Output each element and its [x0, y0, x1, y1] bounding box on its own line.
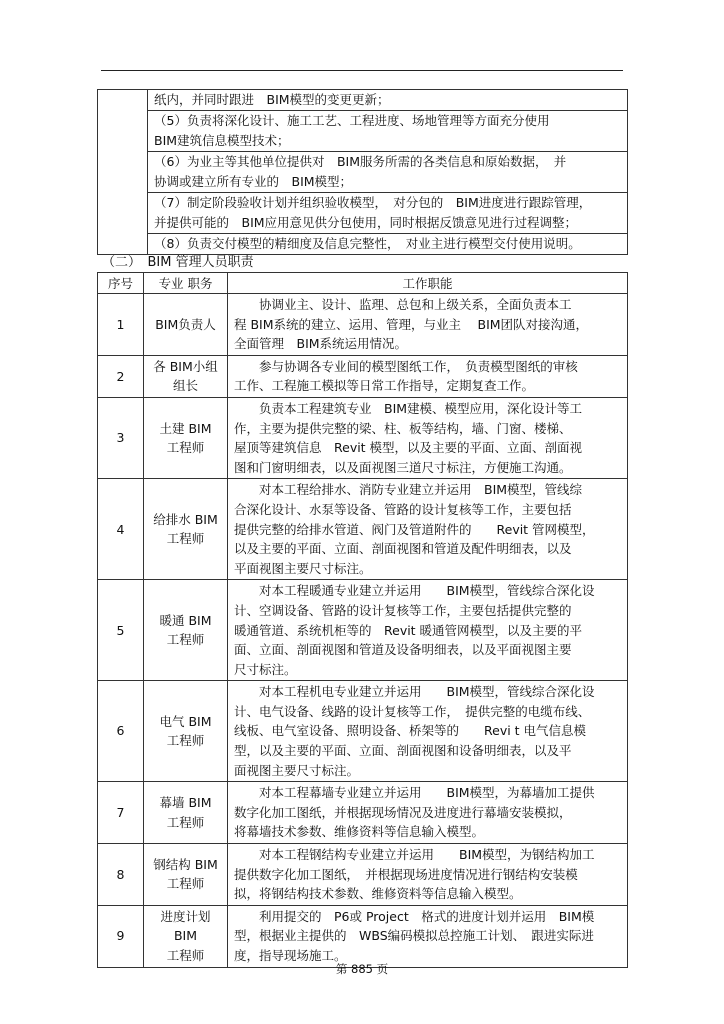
- role-cell: 钢结构 BIM 工程师: [144, 844, 228, 906]
- duty-text-cell: （8）负责交付模型的精细度及信息完整性， 对业主进行模型交付使用说明。: [148, 234, 628, 255]
- duty-cell: 对本工程钢结构专业建立并运用 BIM模型，为钢结构加工 提供数字化加工图纸， 并根据现场进度情况进行钢结构安装模 拟，将钢结构技术参数、维修资料等信息输入模型。: [228, 844, 628, 906]
- table-row: [98, 152, 628, 193]
- row-number: 5: [98, 580, 144, 681]
- table-row: [98, 397, 628, 478]
- header-rule: [101, 70, 623, 71]
- table-header-row: [98, 273, 628, 294]
- table-row: [98, 905, 628, 967]
- row-number: 2: [98, 355, 144, 397]
- duty-text-cell: （7）制定阶段验收计划并组织验收模型， 对分包的 BIM进度进行跟踪管理， 并提供可能的 BIM应用意见供分包使用，同时根据反馈意见进行过程调整；: [148, 193, 628, 234]
- role-cell: 各 BIM小组 组长: [144, 355, 228, 397]
- row-number: 6: [98, 681, 144, 782]
- page-number: 第 885 页: [335, 962, 389, 976]
- duty-text-cell: 纸内，并同时跟进 BIM模型的变更更新；: [148, 90, 628, 111]
- role-cell: 给排水 BIM 工程师: [144, 479, 228, 580]
- table-row: [98, 111, 628, 152]
- duty-cell: 协调业主、设计、监理、总包和上级关系，全面负责本工 程 BIM系统的建立、运用、管理，与业主 BIM团队对接沟通， 全面管理 BIM系统运用情况。: [228, 294, 628, 356]
- duty-cell: 对本工程暖通专业建立并运用 BIM模型，管线综合深化设 计、空调设备、管路的设计复核等工作，主要包括提供完整的 暖通管道、系统机柜等的 Revit 暖通管网模型，以及主要的平 面、立面、剖面视图和管道及设备明细表，以及平面视图主要 尺寸标注。: [228, 580, 628, 681]
- table-row: [98, 193, 628, 234]
- header-role: 专业 职务: [144, 273, 228, 294]
- duty-cell: 参与协调各专业间的模型图纸工作， 负责模型图纸的审核 工作、工程施工模拟等日常工作指导，定期复查工作。: [228, 355, 628, 397]
- table-row: [98, 294, 628, 356]
- table-row: [98, 580, 628, 681]
- continued-duty-table: [97, 89, 628, 255]
- duty-text-cell: （5）负责将深化设计、施工工艺、工程进度、场地管理等方面充分使用 BIM建筑信息模型技术；: [148, 111, 628, 152]
- role-cell: 土建 BIM 工程师: [144, 397, 228, 478]
- table-row: [98, 782, 628, 844]
- header-duty: 工作职能: [228, 273, 628, 294]
- role-cell: 电气 BIM 工程师: [144, 681, 228, 782]
- table-row: [98, 355, 628, 397]
- role-cell: 幕墙 BIM 工程师: [144, 782, 228, 844]
- table-row: [98, 844, 628, 906]
- table-row: [98, 90, 628, 111]
- role-cell: 暖通 BIM 工程师: [144, 580, 228, 681]
- duty-cell: 负责本工程建筑专业 BIM建模、模型应用，深化设计等工 作，主要为提供完整的梁、柱、板等结构，墙、门窗、楼梯、 屋顶等建筑信息 Revit 模型，以及主要的平面、立面、剖面视 图和门窗明细表，以及面视图三道尺寸标注，方便施工沟通。: [228, 397, 628, 478]
- row-number: 9: [98, 905, 144, 967]
- duty-cell: 对本工程机电专业建立并运用 BIM模型，管线综合深化设 计、电气设备、线路的设计复核等工作， 提供完整的电缆布线、 线板、电气室设备、照明设备、桥架等的 Revi t 电气信息模 型，以及主要的平面、立面、剖面视图和设备明细表，以及平 面视图主要尺寸标注。: [228, 681, 628, 782]
- role-cell: 进度计划 BIM 工程师: [144, 905, 228, 967]
- row-number: 3: [98, 397, 144, 478]
- duty-cell: 对本工程给排水、消防专业建立并运用 BIM模型，管线综 合深化设计、水泵等设备、管路的设计复核等工作，主要包括 提供完整的给排水管道、阀门及管道附件的 Revit 管网模型， 以及主要的平面、立面、剖面视图和管道及配件明细表，以及 平面视图主要尺寸标注。: [228, 479, 628, 580]
- duty-text-cell: （6）为业主等其他单位提供对 BIM服务所需的各类信息和原始数据， 并 协调或建立所有专业的 BIM模型；: [148, 152, 628, 193]
- duty-cell: 利用提交的 P6或 Project 格式的进度计划并运用 BIM模 型，根据业主提供的 WBS编码模拟总控施工计划、 跟进实际进 度，指导现场施工。: [228, 905, 628, 967]
- row-number: 7: [98, 782, 144, 844]
- table-row: [98, 681, 628, 782]
- header-no: 序号: [98, 273, 144, 294]
- bim-staff-duty-table: [97, 272, 628, 968]
- row-number: 1: [98, 294, 144, 356]
- table-row: [98, 479, 628, 580]
- duty-cell: 对本工程幕墙专业建立并运用 BIM模型，为幕墙加工提供 数字化加工图纸，并根据现场情况及进度进行幕墙安装模拟， 将幕墙技术参数、维修资料等信息输入模型。: [228, 782, 628, 844]
- section-title: （二） BIM 管理人员职责: [102, 255, 254, 270]
- row-number: 4: [98, 479, 144, 580]
- role-cell: BIM负责人: [144, 294, 228, 356]
- row-number: 8: [98, 844, 144, 906]
- blank-role-cell: [98, 90, 148, 255]
